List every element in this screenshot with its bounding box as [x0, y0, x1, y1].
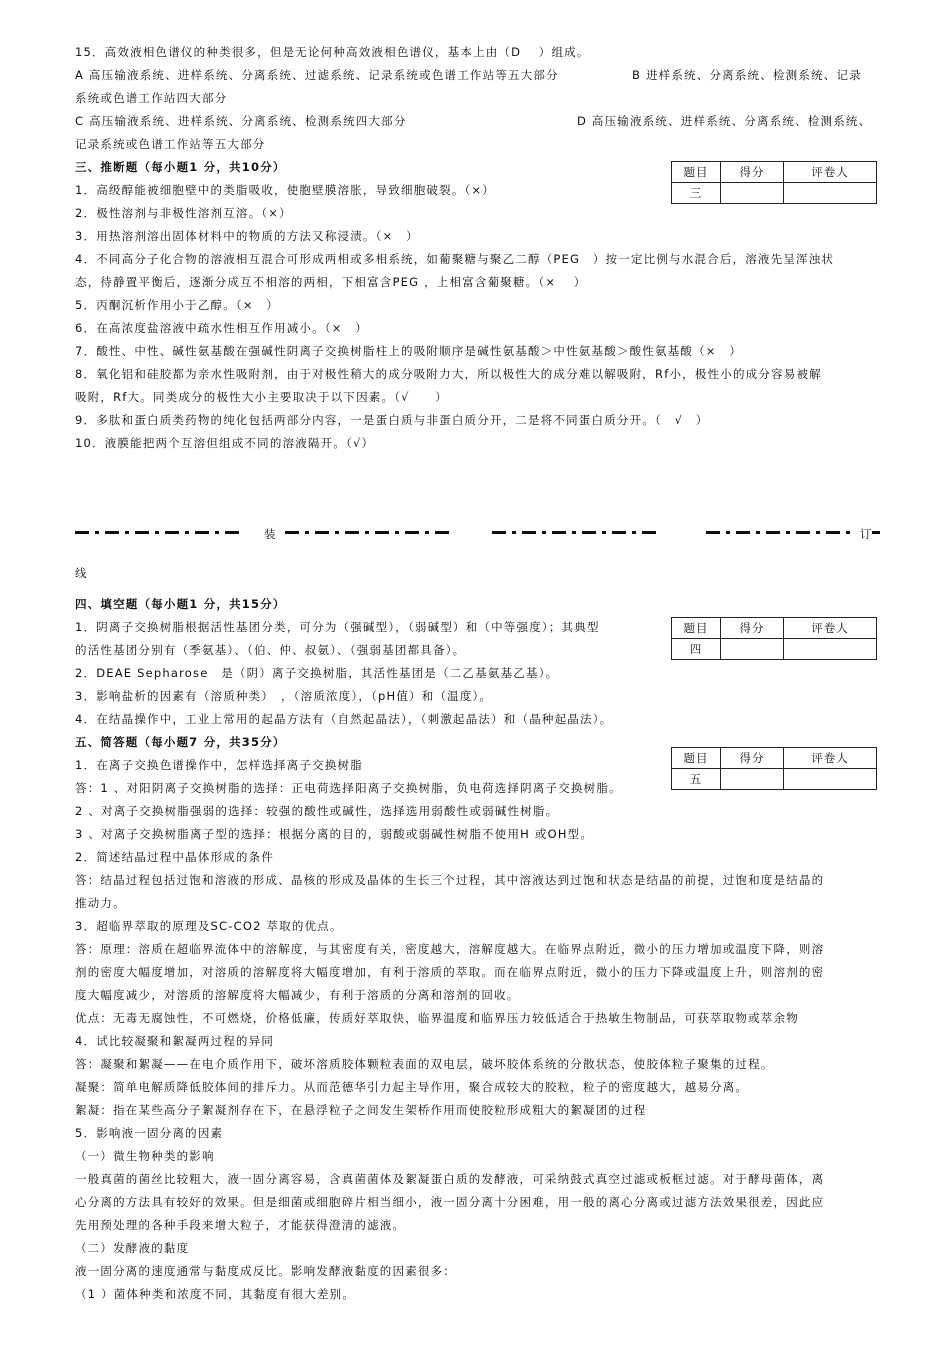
score-header-item: 题目 [672, 162, 721, 183]
score-header-item: 题目 [672, 748, 721, 769]
q15-option-d-cont: 记录系统或色谱工作站等五大部分 [75, 137, 266, 151]
s3-line: 7．酸性、中性、碱性氨基酸在强碱性阴离子交换树脂柱上的吸附顺序是碱性氨基酸＞中性氨基酸＞酸性氨基酸（× ） [75, 344, 743, 358]
score-section-number: 四 [672, 639, 721, 660]
s5-line: （1 ）菌体种类和浓度不同，其黏度有很大差别。 [75, 1287, 356, 1301]
s5-line: 优点：无毒无腐蚀性，不可燃烧，价格低廉，传质好萃取快，临界温度和临界压力较低适合于热敏生物制品，可获萃取物或萃余物 [75, 1011, 799, 1025]
section5-heading: 五、简答题（每小题7 分，共35分） [75, 735, 286, 749]
binding-dashline [75, 531, 247, 534]
s5-line: 3 、对离子交换树脂离子型的选择：根据分离的目的，弱酸或弱碱性树脂不使用H 或OH型。 [75, 827, 594, 841]
s5-line: 答：原理：溶质在超临界流体中的溶解度，与其密度有关，密度越大，溶解度越大。在临界点附近，微小的压力增加或温度下降，则溶 [75, 942, 825, 956]
q15-option-b: B 进样系统、分离系统、检测系统、记录 [632, 68, 862, 82]
q15-option-c: C 高压输液系统、进样系统、分离系统、检测系统四大部分 [75, 114, 407, 128]
score-header-item: 题目 [672, 618, 721, 639]
s5-line: 凝聚：简单电解质降低胶体间的排斥力。从而范德华引力起主导作用，聚合成较大的胶粒，粒子的密度越大，越易分离。 [75, 1080, 749, 1094]
score-section-number: 五 [672, 769, 721, 790]
s5-line: 先用预处理的各种手段来增大粒子，才能获得澄清的滤液。 [75, 1218, 406, 1232]
s5-line: 度大幅度减少，对溶质的溶解度将大幅减少，有利于溶质的分离和溶剂的回收。 [75, 988, 520, 1002]
section5-score-table [671, 747, 877, 790]
section4-heading: 四、填空题（每小题1 分，共15分） [75, 597, 286, 611]
s3-line: 1．高级醇能被细胞壁中的类脂吸收，使胞壁膜溶胀，导致细胞破裂。（×） [75, 183, 495, 197]
s5-line: （二）发酵液的黏度 [75, 1241, 190, 1255]
binding-label-ding: 订 [860, 527, 872, 541]
s3-line: 8．氧化铝和硅胶都为亲水性吸附剂，由于对极性稍大的成分吸附力大，所以极性大的成分难以解吸附，Rf小，极性小的成分容易被解 [75, 367, 822, 381]
s3-line: 5．丙酮沉析作用小于乙醇。（× ） [75, 298, 280, 312]
s5-line: 5．影响液一固分离的因素 [75, 1126, 224, 1140]
section4-score-table [671, 617, 877, 660]
s3-line: 10．液膜能把两个互溶但组成不同的溶液隔开。（√） [75, 436, 375, 450]
s4-line: 3．影响盐析的因素有（溶质种类） ，（溶质浓度），（pH值）和（温度）。 [75, 689, 493, 703]
grader-cell [784, 183, 877, 204]
s5-line: （一）微生物种类的影响 [75, 1149, 215, 1163]
q15-option-d: D 高压输液系统、进样系统、分离系统、检测系统、 [577, 114, 872, 128]
s5-line: 心分离的方法具有较好的效果。但是细菌或细胞碎片相当细小，液一固分离十分困难，用一般的离心分离或过滤方法效果很差，因此应 [75, 1195, 825, 1209]
score-header-grader: 评卷人 [784, 162, 877, 183]
q15-option-a: A 高压输液系统、进样系统、分离系统、过滤系统、记录系统或色谱工作站等五大部分 [75, 68, 559, 82]
s3-line: 3．用热溶剂溶出固体材料中的物质的方法又称浸渍。（× ） [75, 229, 419, 243]
binding-label-zhuang: 装 [264, 527, 276, 541]
s5-line: 2 、对离子交换树脂强弱的选择：较强的酸性或碱性，选择选用弱酸性或弱碱性树脂。 [75, 804, 559, 818]
s5-line: 一般真菌的菌丝比较粗大，液一固分离容易，含真菌菌体及絮凝蛋白质的发酵液，可采纳鼓式真空过滤或板框过滤。对于酵母菌体，离 [75, 1172, 825, 1186]
s5-line: 答：结晶过程包括过饱和溶液的形成、晶核的形成及晶体的生长三个过程，其中溶液达到过饱和状态是结晶的前提，过饱和度是结晶的 [75, 873, 825, 887]
score-header-grader: 评卷人 [784, 618, 877, 639]
s5-line: 1．在离子交换色谱操作中，怎样选择离子交换树脂 [75, 758, 363, 772]
s4-line: 1．阴离子交换树脂根据活性基团分类，可分为（强碱型），（弱碱型）和（中等强度）；其典型 [75, 620, 600, 634]
s3-line: 6．在高浓度盐溶液中疏水性相互作用减小。（× ） [75, 321, 368, 335]
s5-line: 2．简述结晶过程中晶体形成的条件 [75, 850, 275, 864]
s3-line: 态，待静置平衡后，逐渐分成互不相溶的两相，下相富含PEG ，上相富含葡聚糖。（× ） [75, 275, 587, 289]
s5-line: 剂的密度大幅度增加，对溶质的溶解度将大幅度增加，有利于溶质的萃取。而在临界点附近，微小的压力下降或温度上升，则溶剂的密 [75, 965, 825, 979]
s3-line: 9．多肽和蛋白质类药物的纯化包括两部分内容，一是蛋白质与非蛋白质分开，二是将不同蛋白质分开。（ √ ） [75, 413, 709, 427]
binding-dashline [492, 531, 667, 534]
score-cell [721, 769, 784, 790]
section3-heading: 三、推断题（每小题1 分，共10分） [75, 160, 286, 174]
score-cell [721, 183, 784, 204]
score-cell [721, 639, 784, 660]
s5-line: 液一固分离的速度通常与黏度成反比。影响发酵液黏度的因素很多： [75, 1264, 456, 1278]
s4-line: 的活性基团分别有（季氨基）、（伯、仲、叔氨）、（强弱基团都具备）。 [75, 643, 466, 657]
score-header-score: 得分 [721, 618, 784, 639]
q15-stem: 15．高效液相色谱仪的种类很多，但是无论何种高效液相色谱仪，基本上由（D ）组成。 [75, 45, 590, 59]
s3-line: 吸附，Rf大。同类成分的极性大小主要取决于以下因素。（√ ） [75, 390, 448, 404]
grader-cell [784, 769, 877, 790]
binding-dashline [285, 531, 460, 534]
s3-line: 4．不同高分子化合物的溶液相互混合可形成两相或多相系统，如葡聚糖与聚乙二醇（PEG ）按一定比例与水混合后，溶液先呈浑浊状 [75, 252, 835, 266]
s5-line: 答：凝聚和絮凝——在电介质作用下，破坏溶质胶体颗粒表面的双电层，破坏胶体系统的分散状态，使胶体粒子聚集的过程。 [75, 1057, 774, 1071]
s4-line: 4．在结晶操作中，工业上常用的起晶方法有（自然起晶法），（刺激起晶法）和（晶种起晶法）。 [75, 712, 613, 726]
grader-cell [784, 639, 877, 660]
binding-dashline [872, 531, 880, 534]
score-header-score: 得分 [721, 748, 784, 769]
binding-dashline [706, 531, 858, 534]
s5-line: 4．试比较凝聚和絮凝两过程的异同 [75, 1034, 275, 1048]
binding-label-xian: 线 [75, 566, 88, 580]
s4-line: 2．DEAE Sepharose 是（阴）离子交换树脂，其活性基团是（二乙基氨基乙基）。 [75, 666, 559, 680]
q15-option-b-cont: 系统或色谱工作站四大部分 [75, 91, 228, 105]
section3-score-table [671, 161, 877, 204]
score-section-number: 三 [672, 183, 721, 204]
s5-line: 3．超临界萃取的原理及SC-CO2 萃取的优点。 [75, 919, 343, 933]
score-header-grader: 评卷人 [784, 748, 877, 769]
s5-line: 絮凝：指在某些高分子絮凝剂存在下，在悬浮粒子之间发生架桥作用而使胶粒形成粗大的絮凝团的过程 [75, 1103, 647, 1117]
score-header-score: 得分 [721, 162, 784, 183]
s5-line: 推动力。 [75, 896, 126, 910]
s5-line: 答：1 、对阳阴离子交换树脂的选择：正电荷选择阳离子交换树脂，负电荷选择阴离子交换树脂。 [75, 781, 622, 795]
s3-line: 2．极性溶剂与非极性溶剂互溶。（×） [75, 206, 292, 220]
